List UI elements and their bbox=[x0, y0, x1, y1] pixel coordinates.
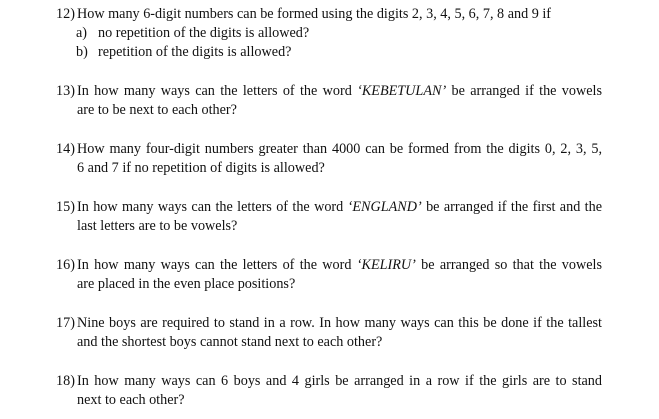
question-text-continued: and the shortest boys cannot stand next to each other? bbox=[77, 334, 383, 350]
question-text-continued: next to each other? bbox=[77, 392, 185, 408]
part-label: a) bbox=[76, 25, 88, 41]
question-13 bbox=[56, 82, 602, 120]
question-text-post: be arranged if the vowels bbox=[446, 83, 602, 99]
question-text-post: be arranged if the first and the bbox=[421, 199, 602, 215]
question-text-pre: In how many ways can the letters of the word bbox=[77, 83, 358, 99]
part-text: no repetition of the digits is allowed? bbox=[98, 25, 310, 41]
part-label: b) bbox=[76, 44, 88, 60]
question-number: 16) bbox=[56, 257, 75, 273]
question-16 bbox=[56, 256, 602, 294]
question-12-part-a bbox=[76, 24, 309, 43]
question-15 bbox=[56, 198, 602, 236]
question-text-continued: are to be next to each other? bbox=[77, 102, 237, 118]
question-number: 13) bbox=[56, 83, 75, 99]
question-word: ‘KELIRU’ bbox=[356, 257, 416, 273]
question-text: Nine boys are required to stand in a row. In how many ways can this be done if the tallest bbox=[77, 315, 602, 331]
question-17 bbox=[56, 314, 602, 352]
question-text-pre: In how many ways can the letters of the word bbox=[77, 257, 357, 273]
question-14 bbox=[56, 140, 602, 178]
question-number: 14) bbox=[56, 141, 75, 157]
question-number: 18) bbox=[56, 373, 75, 389]
question-text: How many 6-digit numbers can be formed using the digits 2, 3, 4, 5, 6, 7, 8 and 9 if bbox=[77, 6, 552, 22]
part-text: repetition of the digits is allowed? bbox=[98, 44, 292, 60]
question-number: 15) bbox=[56, 199, 75, 215]
question-word: ‘ENGLAND’ bbox=[347, 199, 422, 215]
question-12 bbox=[56, 5, 602, 24]
question-12-part-b bbox=[76, 43, 291, 62]
question-text-continued: 6 and 7 if no repetition of digits is allowed? bbox=[77, 160, 325, 176]
question-text: How many four-digit numbers greater than 4000 can be formed from the digits 0, 2, 3, 5, bbox=[77, 141, 602, 157]
question-text: In how many ways can 6 boys and 4 girls be arranged in a row if the girls are to stand bbox=[77, 373, 602, 389]
question-number: 17) bbox=[56, 315, 75, 331]
question-text-continued: last letters are to be vowels? bbox=[77, 218, 238, 234]
question-number: 12) bbox=[56, 6, 75, 22]
question-text-continued: are placed in the even place positions? bbox=[77, 276, 296, 292]
question-word: ‘KEBETULAN’ bbox=[357, 83, 447, 99]
question-18 bbox=[56, 372, 602, 410]
question-text-pre: In how many ways can the letters of the word bbox=[77, 199, 348, 215]
question-text-post: be arranged so that the vowels bbox=[415, 257, 602, 273]
